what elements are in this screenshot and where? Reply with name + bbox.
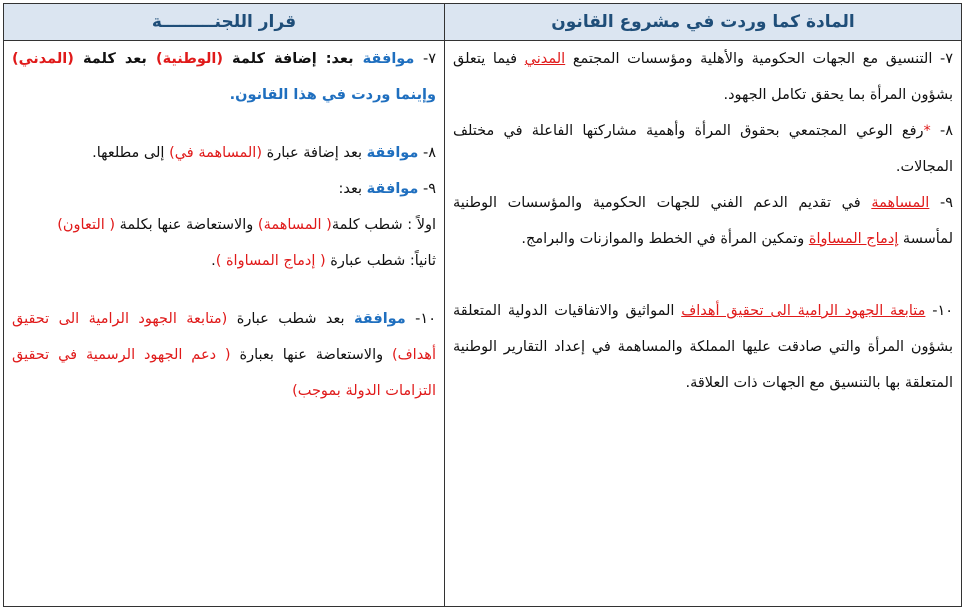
article-item-10: [453, 293, 953, 401]
article-9-red1: المساهمة: [871, 195, 930, 211]
decision-10-red2: ( دعم الجهود الرسمية في تحقيق التزامات الدولة بموجب): [12, 347, 436, 399]
header-row: [4, 4, 962, 41]
decision-9-l1red: ( المساهمة): [257, 217, 332, 233]
decision-item-10: [12, 301, 436, 409]
decision-9-l2b: .: [211, 253, 216, 269]
article-9-red2: إدماج المساواة: [808, 231, 899, 247]
spacer: [12, 113, 436, 135]
decision-9-line1: [12, 207, 436, 243]
decision-7-agree: موافقة: [362, 51, 415, 67]
article-item-8: [453, 113, 953, 185]
decision-8-red: (المساهمة في): [169, 145, 262, 161]
decision-10-num: ١٠-: [405, 311, 436, 327]
decision-7-text2: بعد كلمة: [73, 51, 156, 67]
article-7-text-end: فيما يتعلق بشؤون المرأة بما يحقق تكامل الجهود.: [453, 51, 953, 103]
decision-10-agree: موافقة: [353, 311, 406, 327]
decision-9-l1a: اولاً : شطب كلمة: [331, 217, 436, 233]
article-10-red: متابعة الجهود الرامية الى تحقيق أهداف: [681, 303, 926, 319]
article-item-7: [453, 41, 953, 113]
article-7-red: المدني: [524, 51, 566, 67]
decision-7-text3: وإينما وردت في هذا القانون.: [229, 87, 436, 103]
decision-10-red1: (متابعة الجهود الرامية الى تحقيق أهداف): [12, 311, 436, 363]
header-decision: قرار اللجنـــــــــة: [4, 4, 445, 41]
article-9-num: ٩-: [929, 195, 953, 211]
header-article: المادة كما وردت في مشروع القانون: [445, 4, 962, 41]
decision-9-l1b: والاستعاضة عنها بكلمة: [115, 217, 258, 233]
decision-9-text: بعد:: [338, 181, 367, 197]
decision-item-8: [12, 135, 436, 171]
article-cell: [445, 41, 962, 607]
decision-9-l1red2: ( التعاون): [57, 217, 116, 233]
decision-8-num: ٨-: [418, 145, 436, 161]
article-8-num: ٨-: [930, 123, 954, 139]
decision-10-text2: والاستعاضة عنها بعبارة: [230, 347, 392, 363]
decision-7-red2: (المدني): [12, 51, 74, 67]
decision-9-l2a: ثانياً: شطب عبارة: [325, 253, 436, 269]
decision-8-agree: موافقة: [366, 145, 419, 161]
comparison-table-wrapper: [3, 3, 954, 607]
decision-7-text: بعد: إضافة كلمة: [223, 51, 363, 67]
article-8-text: رفع الوعي المجتمعي بحقوق المرأة وأهمية مشاركتها الفاعلة في مختلف المجالات.: [453, 123, 953, 175]
decision-8-text2: إلى مطلعها.: [92, 145, 170, 161]
article-9-text: في تقديم الدعم الفني للجهات الحكومية والمؤسسات الوطنية لمأسسة: [453, 195, 953, 247]
spacer: [12, 279, 436, 301]
article-8-star: *: [923, 123, 931, 139]
spacer: [453, 257, 953, 293]
decision-10-text: بعد شطب عبارة: [227, 311, 354, 327]
decision-9-agree: موافقة: [366, 181, 419, 197]
decision-8-text: بعد إضافة عبارة: [262, 145, 367, 161]
decision-9-num: ٩-: [418, 181, 436, 197]
article-10-num: ١٠-: [925, 303, 954, 319]
decision-9-line2: [12, 243, 436, 279]
decision-item-9: [12, 171, 436, 207]
article-7-text: ٧- التنسيق مع الجهات الحكومية والأهلية ومؤسسات المجتمع: [572, 51, 953, 67]
decision-9-l2red: ( إدماج المساواة ): [215, 253, 326, 269]
decision-7-num: ٧-: [414, 51, 437, 67]
article-item-9: [453, 185, 953, 257]
decision-cell: [4, 41, 445, 607]
article-10-text: المواثيق والاتفاقيات الدولية المتعلقة بشؤون المرأة والتي صادقت عليها المملكة والمساهمة في إعداد التقارير الوطنية المتعلقة بها بالتنسيق مع الجهات ذات العلاقة.: [453, 303, 953, 391]
article-9-text-end: وتمكين المرأة في الخطط والموازنات والبرامج.: [521, 231, 809, 247]
content-row: [4, 41, 962, 607]
decision-7-red1: (الوطنية): [155, 51, 223, 67]
decision-item-7: [12, 41, 436, 113]
comparison-table: [3, 3, 962, 607]
